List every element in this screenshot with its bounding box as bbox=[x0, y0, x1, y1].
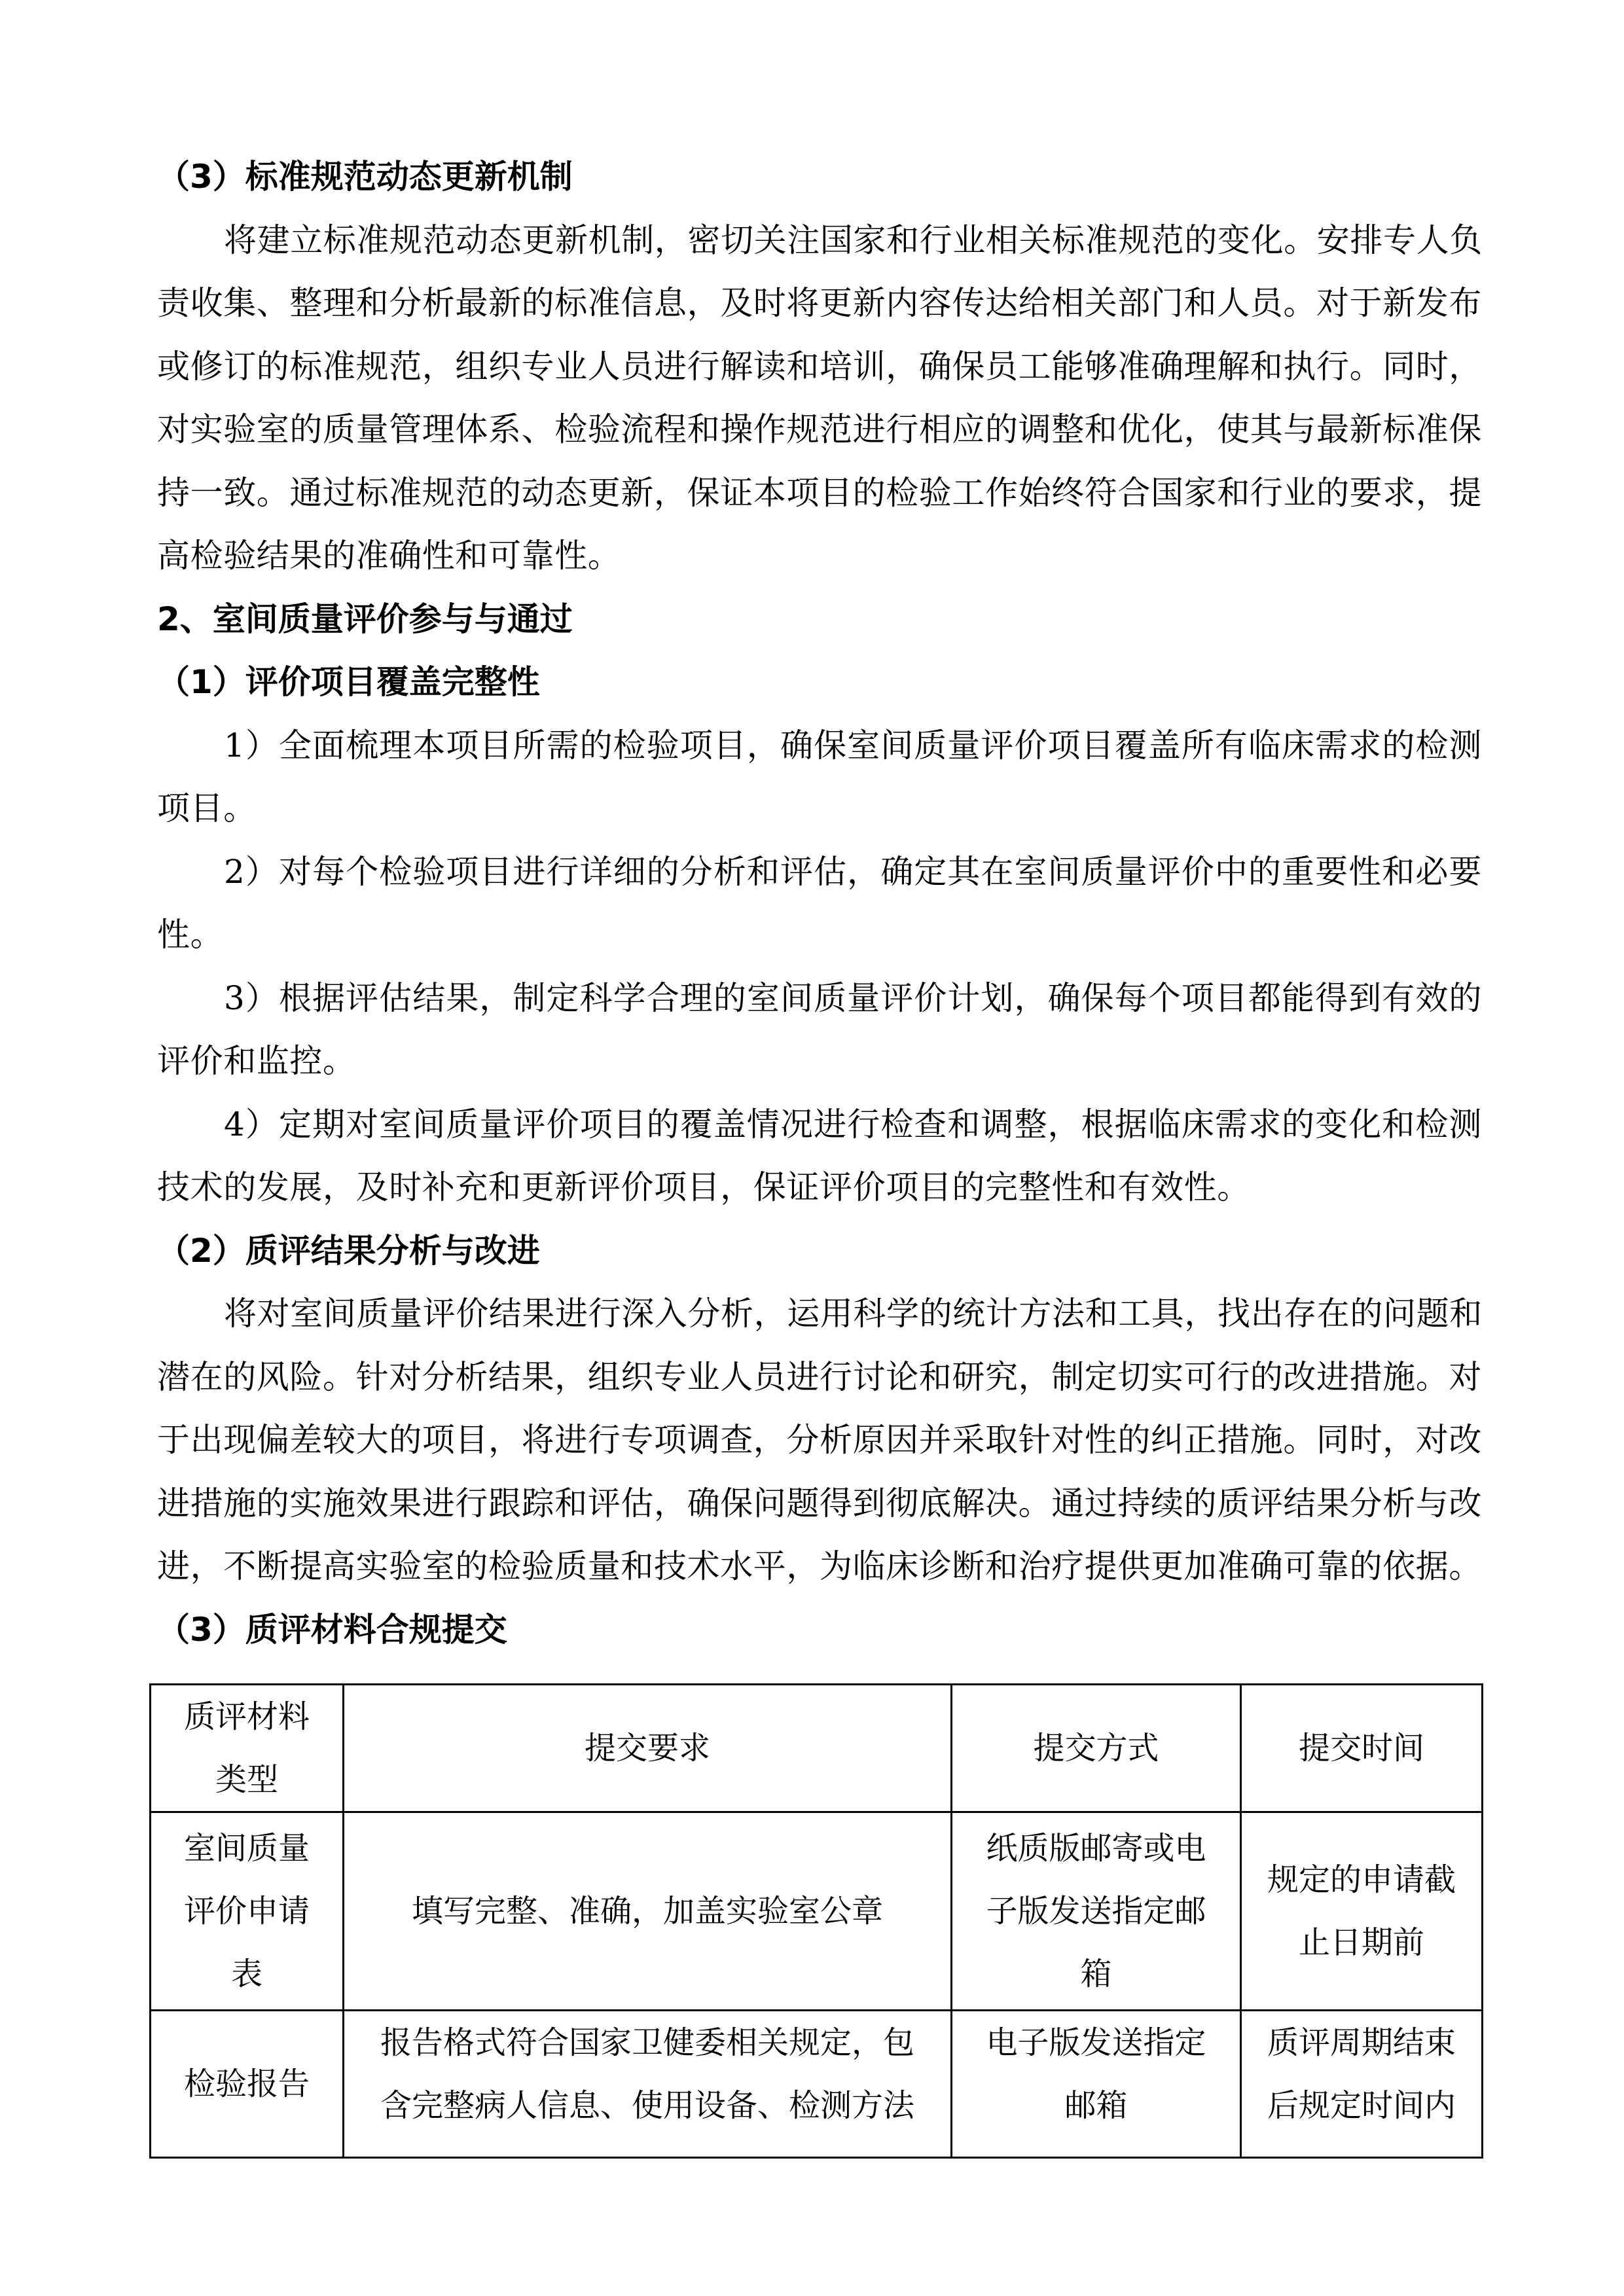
text-line: 评价和监控。 bbox=[157, 1042, 356, 1080]
text-line: 持一致。通过标准规范的动态更新，保证本项目的检验工作始终符合国家和行业的要求，提 bbox=[157, 473, 1482, 512]
cell-requirements: 填写完整、准确，加盖实验室公章 bbox=[344, 1812, 952, 2011]
cell-method: 电子版发送指定 邮箱 bbox=[952, 2011, 1241, 2158]
header-cell-material-type: 质评材料 类型 bbox=[151, 1685, 344, 1812]
section-heading-submission: （3）质评材料合规提交 bbox=[157, 1610, 507, 1649]
text-line: 潜在的风险。针对分析结果，组织专业人员进行讨论和研究，制定切实可行的改进措施。对 bbox=[157, 1357, 1482, 1396]
cell-material-type: 室间质量 评价申请 表 bbox=[151, 1812, 344, 2011]
section-heading-result-analysis: （2）质评结果分析与改进 bbox=[157, 1231, 540, 1270]
cell-method: 纸质版邮寄或电 子版发送指定邮 箱 bbox=[952, 1812, 1241, 2011]
header-cell-method: 提交方式 bbox=[952, 1685, 1241, 1812]
table-header-row bbox=[151, 1685, 1483, 1812]
text-line: 于出现偏差较大的项目，将进行专项调查，分析原因并采取针对性的纠正措施。同时，对改 bbox=[157, 1421, 1482, 1459]
header-cell-requirements: 提交要求 bbox=[344, 1685, 952, 1812]
paragraph-result-analysis bbox=[157, 1282, 1482, 1598]
text-line: 将建立标准规范动态更新机制，密切关注国家和行业相关标准规范的变化。安排专人负 bbox=[224, 221, 1483, 259]
chapter-heading-eqa: 2、室间质量评价参与与通过 bbox=[157, 600, 573, 638]
text-line: 或修订的标准规范，组织专业人员进行解读和培训，确保员工能够准确理解和执行。同时， bbox=[157, 347, 1482, 386]
text-line: 项目。 bbox=[157, 789, 257, 827]
text-line: 将对室间质量评价结果进行深入分析，运用科学的统计方法和工具，找出存在的问题和 bbox=[224, 1295, 1483, 1333]
cell-time: 质评周期结束 后规定时间内 bbox=[1241, 2011, 1483, 2158]
cell-time: 规定的申请截 止日期前 bbox=[1241, 1812, 1483, 2011]
table-row bbox=[151, 2011, 1483, 2158]
text-line: 对实验室的质量管理体系、检验流程和操作规范进行相应的调整和优化，使其与最新标准保 bbox=[157, 410, 1482, 448]
submission-table bbox=[149, 1683, 1483, 2159]
text-line: 高检验结果的准确性和可靠性。 bbox=[157, 537, 621, 575]
text-line: 1）全面梳理本项目所需的检验项目，确保室间质量评价项目覆盖所有临床需求的检测 bbox=[224, 726, 1482, 764]
cell-requirements: 报告格式符合国家卫健委相关规定，包 含完整病人信息、使用设备、检测方法 bbox=[344, 2011, 952, 2158]
text-line: 3）根据评估结果，制定科学合理的室间质量评价计划，确保每个项目都能得到有效的 bbox=[224, 978, 1482, 1017]
list-item-coverage-2 bbox=[157, 840, 1482, 967]
paragraph-standard-update bbox=[157, 209, 1482, 588]
section-heading-standard-update: （3）标准规范动态更新机制 bbox=[157, 158, 573, 196]
text-line: 进，不断提高实验室的检验质量和技术水平，为临床诊断和治疗提供更加准确可靠的依据。 bbox=[157, 1547, 1482, 1585]
cell-material-type: 检验报告 bbox=[151, 2011, 344, 2158]
text-line: 2）对每个检验项目进行详细的分析和评估，确定其在室间质量评价中的重要性和必要 bbox=[224, 852, 1482, 891]
list-item-coverage-1 bbox=[157, 714, 1482, 840]
text-line: 进措施的实施效果进行跟踪和评估，确保问题得到彻底解决。通过持续的质评结果分析与改 bbox=[157, 1484, 1482, 1522]
header-cell-time: 提交时间 bbox=[1241, 1685, 1483, 1812]
table-row bbox=[151, 1812, 1483, 2011]
list-item-coverage-4 bbox=[157, 1093, 1482, 1219]
text-line: 性。 bbox=[157, 916, 224, 954]
text-line: 责收集、整理和分析最新的标准信息，及时将更新内容传达给相关部门和人员。对于新发布 bbox=[157, 284, 1482, 322]
text-line: 技术的发展，及时补充和更新评价项目，保证评价项目的完整性和有效性。 bbox=[157, 1168, 1250, 1206]
document-page bbox=[157, 145, 1482, 1661]
section-heading-coverage: （1）评价项目覆盖完整性 bbox=[157, 663, 540, 701]
text-line: 4）定期对室间质量评价项目的覆盖情况进行检查和调整，根据临床需求的变化和检测 bbox=[224, 1105, 1482, 1143]
list-item-coverage-3 bbox=[157, 967, 1482, 1093]
